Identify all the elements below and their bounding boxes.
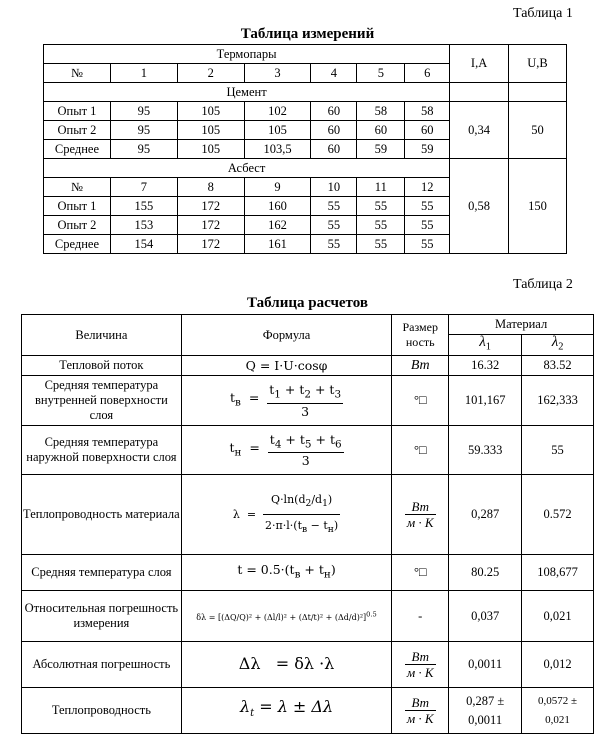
value-lambda1: 0,037 (449, 591, 522, 642)
absolute-error-formula: Δλ = δλ ·λ (181, 642, 392, 688)
row-label: Среднее (44, 235, 111, 254)
cell: 59 (357, 140, 405, 159)
cell: 55 (311, 235, 357, 254)
cell: 161 (244, 235, 311, 254)
formula-header: Формула (181, 315, 392, 356)
table2-title: Таблица расчетов (247, 295, 368, 311)
row-name: Абсолютная погрешность (22, 642, 182, 688)
value-lambda1: 0,287 (449, 475, 522, 555)
thermocouple-number: 5 (357, 64, 405, 83)
row-label: Опыт 1 (44, 102, 111, 121)
table-row (22, 356, 594, 376)
row-name: Средняя температура внутренней поверхности слоя (22, 376, 182, 426)
row-name: Тепловой поток (22, 356, 182, 376)
thermocouple-number: 1 (110, 64, 177, 83)
cement-voltage: 50 (509, 102, 567, 159)
value-lambda1: 0,287 ± 0,0011 (449, 688, 522, 734)
cell: 60 (311, 140, 357, 159)
cell: 60 (405, 121, 450, 140)
thermocouple-number: 3 (244, 64, 311, 83)
row-name: Средняя температура наружной поверхности слоя (22, 426, 182, 475)
cell: 95 (110, 121, 177, 140)
cell: 55 (405, 235, 450, 254)
unit: Вт (392, 356, 449, 376)
number-label: № (44, 178, 111, 197)
cell: 95 (110, 140, 177, 159)
number-label: № (44, 64, 111, 83)
row-label: Опыт 2 (44, 121, 111, 140)
current-header: I,A (450, 45, 509, 83)
dimension-header: Размер ность (392, 315, 449, 356)
row-name: Относительная погрешность измерения (22, 591, 182, 642)
thermocouple-number: 4 (311, 64, 357, 83)
cement-section-header: Цемент (44, 83, 450, 102)
table-row (22, 376, 594, 426)
lambda2-header: $\lambda_2$ (522, 335, 594, 356)
thermocouple-number: 11 (357, 178, 405, 197)
unit: °□ (392, 555, 449, 591)
cell: 60 (311, 102, 357, 121)
cell: 55 (311, 197, 357, 216)
value-lambda2: 0.572 (522, 475, 594, 555)
value-lambda1: 59.333 (449, 426, 522, 475)
cell: 58 (405, 102, 450, 121)
cell: 55 (405, 216, 450, 235)
row-label: Среднее (44, 140, 111, 159)
unit: $\frac{Вт}{м \cdot К}$ (392, 688, 449, 734)
cell: 172 (177, 216, 244, 235)
cell: 105 (177, 121, 244, 140)
conductivity-formula: λ = $\frac{Q\cdot\ln(d_2/d_1)}{2\cdot\pi\cdot l\cdot(t_в - t_н)}$ (181, 475, 392, 555)
value-lambda1: 101,167 (449, 376, 522, 426)
cell: 55 (357, 197, 405, 216)
cell: 160 (244, 197, 311, 216)
thermocouple-number: 8 (177, 178, 244, 197)
unit: °□ (392, 426, 449, 475)
unit: °□ (392, 376, 449, 426)
cell: 59 (405, 140, 450, 159)
thermocouple-number: 12 (405, 178, 450, 197)
outer-temp-formula: $t_н$ = $\frac{t_4 + t_5 + t_6}{3}$ (181, 426, 392, 475)
table1-title: Таблица измерений (240, 26, 375, 42)
value-lambda2: 83.52 (522, 356, 594, 376)
cell: 172 (177, 235, 244, 254)
asbestos-voltage: 150 (509, 159, 567, 254)
row-name: Теплопроводность (22, 688, 182, 734)
thermocouple-number: 9 (244, 178, 311, 197)
table-row (22, 591, 594, 642)
cell: 95 (110, 102, 177, 121)
table1-caption: Таблица 1 (513, 6, 573, 21)
cell: 60 (311, 121, 357, 140)
cell: 60 (357, 121, 405, 140)
measurements-table (43, 44, 567, 254)
row-label: Опыт 1 (44, 197, 111, 216)
layer-temp-formula: $t = 0.5\cdot(t_в + t_н)$ (181, 555, 392, 591)
table-row (22, 642, 594, 688)
cell: 55 (357, 216, 405, 235)
row-name: Теплопроводность материала (22, 475, 182, 555)
table-row (22, 475, 594, 555)
cell: 162 (244, 216, 311, 235)
value-lambda1: 16.32 (449, 356, 522, 376)
unit: - (392, 591, 449, 642)
cell: 105 (177, 140, 244, 159)
value-lambda1: 80.25 (449, 555, 522, 591)
thermocouple-number: 10 (311, 178, 357, 197)
heat-flow-formula: Q = I·U·cosφ (181, 356, 392, 376)
cell: 105 (244, 121, 311, 140)
table-row (22, 688, 594, 734)
cell: 102 (244, 102, 311, 121)
value-lambda2: 0,012 (522, 642, 594, 688)
cell: 55 (311, 216, 357, 235)
thermocouple-number: 6 (405, 64, 450, 83)
cell: 155 (110, 197, 177, 216)
asbestos-current: 0,58 (450, 159, 509, 254)
thermocouples-header: Термопары (44, 45, 450, 64)
unit: $\frac{Вт}{м \cdot К}$ (392, 475, 449, 555)
cell: 103,5 (244, 140, 311, 159)
inner-temp-formula: $t_в$ = $\frac{t_1 + t_2 + t_3}{3}$ (181, 376, 392, 426)
thermocouple-number: 7 (110, 178, 177, 197)
cell: 55 (357, 235, 405, 254)
table-row (44, 102, 567, 121)
row-name: Средняя температура слоя (22, 555, 182, 591)
cell: 105 (177, 102, 244, 121)
table-row (22, 426, 594, 475)
relative-error-formula: $\delta\lambda = [(\Delta Q/Q)^2 + (\Delta l/l)^2 + (\Delta t/t)^2 + (\Delta d/d)^2]^{0.5}$ (181, 591, 392, 642)
value-lambda1: 0,0011 (449, 642, 522, 688)
table-row (22, 555, 594, 591)
value-lambda2: 0,0572 ± 0,021 (522, 688, 594, 734)
voltage-header: U,B (509, 45, 567, 83)
row-label: Опыт 2 (44, 216, 111, 235)
value-lambda2: 162,333 (522, 376, 594, 426)
table2-caption: Таблица 2 (513, 277, 573, 292)
unit: $\frac{Вт}{м \cdot К}$ (392, 642, 449, 688)
lambda1-header: $\lambda_1$ (449, 335, 522, 356)
calculations-table (21, 314, 594, 734)
asbestos-section-header: Асбест (44, 159, 450, 178)
result-formula: $\lambda_t = \lambda \pm \Delta\lambda$ (181, 688, 392, 734)
thermocouple-number: 2 (177, 64, 244, 83)
value-lambda2: 0,021 (522, 591, 594, 642)
cell: 153 (110, 216, 177, 235)
value-lambda2: 55 (522, 426, 594, 475)
cement-current: 0,34 (450, 102, 509, 159)
cell: 58 (357, 102, 405, 121)
cell: 55 (405, 197, 450, 216)
value-lambda2: 108,677 (522, 555, 594, 591)
material-header: Материал (449, 315, 594, 335)
quantity-header: Величина (22, 315, 182, 356)
cell: 172 (177, 197, 244, 216)
cell: 154 (110, 235, 177, 254)
